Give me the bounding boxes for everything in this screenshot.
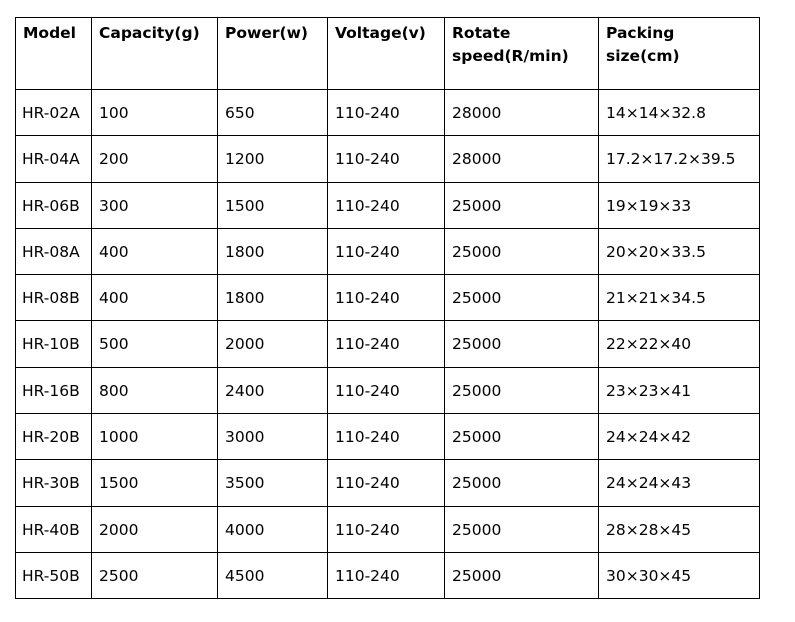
header-row — [16, 18, 760, 90]
rotate-speed-cell: 25000 — [445, 506, 599, 552]
capacity-cell: 400 — [92, 228, 218, 274]
model-cell: HR-30B — [16, 460, 92, 506]
rotate-speed-cell: 25000 — [445, 460, 599, 506]
rotate-speed-cell: 28000 — [445, 136, 599, 182]
voltage-cell: 110-240 — [328, 136, 445, 182]
model-cell: HR-20B — [16, 414, 92, 460]
power-cell: 650 — [218, 90, 328, 136]
capacity-cell: 2500 — [92, 552, 218, 598]
rotate-speed-cell: 25000 — [445, 367, 599, 413]
rotate-speed-cell: 25000 — [445, 552, 599, 598]
power-cell: 2000 — [218, 321, 328, 367]
power-cell: 2400 — [218, 367, 328, 413]
table-row — [16, 552, 760, 598]
rotate-speed-cell: 25000 — [445, 228, 599, 274]
table-row — [16, 228, 760, 274]
packing-size-cell: 20×20×33.5 — [599, 228, 760, 274]
rotate-speed-cell: 25000 — [445, 414, 599, 460]
rotate-speed-cell: 25000 — [445, 182, 599, 228]
capacity-cell: 500 — [92, 321, 218, 367]
header-voltage: Voltage(v) — [328, 18, 445, 90]
capacity-cell: 100 — [92, 90, 218, 136]
header-capacity: Capacity(g) — [92, 18, 218, 90]
capacity-cell: 400 — [92, 275, 218, 321]
header-model: Model — [16, 18, 92, 90]
voltage-cell: 110-240 — [328, 321, 445, 367]
voltage-cell: 110-240 — [328, 552, 445, 598]
voltage-cell: 110-240 — [328, 228, 445, 274]
voltage-cell: 110-240 — [328, 275, 445, 321]
packing-size-cell: 19×19×33 — [599, 182, 760, 228]
table-row — [16, 182, 760, 228]
model-cell: HR-16B — [16, 367, 92, 413]
model-cell: HR-08A — [16, 228, 92, 274]
voltage-cell: 110-240 — [328, 506, 445, 552]
capacity-cell: 200 — [92, 136, 218, 182]
power-cell: 1200 — [218, 136, 328, 182]
rotate-speed-cell: 25000 — [445, 321, 599, 367]
model-cell: HR-08B — [16, 275, 92, 321]
model-cell: HR-50B — [16, 552, 92, 598]
packing-size-cell: 21×21×34.5 — [599, 275, 760, 321]
model-cell: HR-02A — [16, 90, 92, 136]
packing-size-cell: 24×24×42 — [599, 414, 760, 460]
spec-table — [15, 17, 760, 599]
capacity-cell: 1500 — [92, 460, 218, 506]
model-cell: HR-04A — [16, 136, 92, 182]
voltage-cell: 110-240 — [328, 367, 445, 413]
table-row — [16, 460, 760, 506]
capacity-cell: 300 — [92, 182, 218, 228]
rotate-speed-cell: 25000 — [445, 275, 599, 321]
packing-size-cell: 30×30×45 — [599, 552, 760, 598]
packing-size-cell: 23×23×41 — [599, 367, 760, 413]
packing-size-cell: 28×28×45 — [599, 506, 760, 552]
power-cell: 4000 — [218, 506, 328, 552]
power-cell: 1500 — [218, 182, 328, 228]
header-packing-size: Packing size(cm) — [599, 18, 760, 90]
table-row — [16, 506, 760, 552]
capacity-cell: 800 — [92, 367, 218, 413]
capacity-cell: 1000 — [92, 414, 218, 460]
spec-table-body — [16, 18, 760, 599]
packing-size-cell: 17.2×17.2×39.5 — [599, 136, 760, 182]
capacity-cell: 2000 — [92, 506, 218, 552]
table-row — [16, 367, 760, 413]
power-cell: 1800 — [218, 275, 328, 321]
table-row — [16, 414, 760, 460]
voltage-cell: 110-240 — [328, 414, 445, 460]
table-row — [16, 321, 760, 367]
packing-size-cell: 14×14×32.8 — [599, 90, 760, 136]
table-row — [16, 275, 760, 321]
power-cell: 1800 — [218, 228, 328, 274]
voltage-cell: 110-240 — [328, 90, 445, 136]
table-row — [16, 136, 760, 182]
table-row — [16, 90, 760, 136]
model-cell: HR-10B — [16, 321, 92, 367]
power-cell: 3500 — [218, 460, 328, 506]
power-cell: 3000 — [218, 414, 328, 460]
packing-size-cell: 22×22×40 — [599, 321, 760, 367]
rotate-speed-cell: 28000 — [445, 90, 599, 136]
header-power: Power(w) — [218, 18, 328, 90]
power-cell: 4500 — [218, 552, 328, 598]
model-cell: HR-40B — [16, 506, 92, 552]
voltage-cell: 110-240 — [328, 182, 445, 228]
model-cell: HR-06B — [16, 182, 92, 228]
header-rotate-speed: Rotate speed(R/min) — [445, 18, 599, 90]
voltage-cell: 110-240 — [328, 460, 445, 506]
packing-size-cell: 24×24×43 — [599, 460, 760, 506]
